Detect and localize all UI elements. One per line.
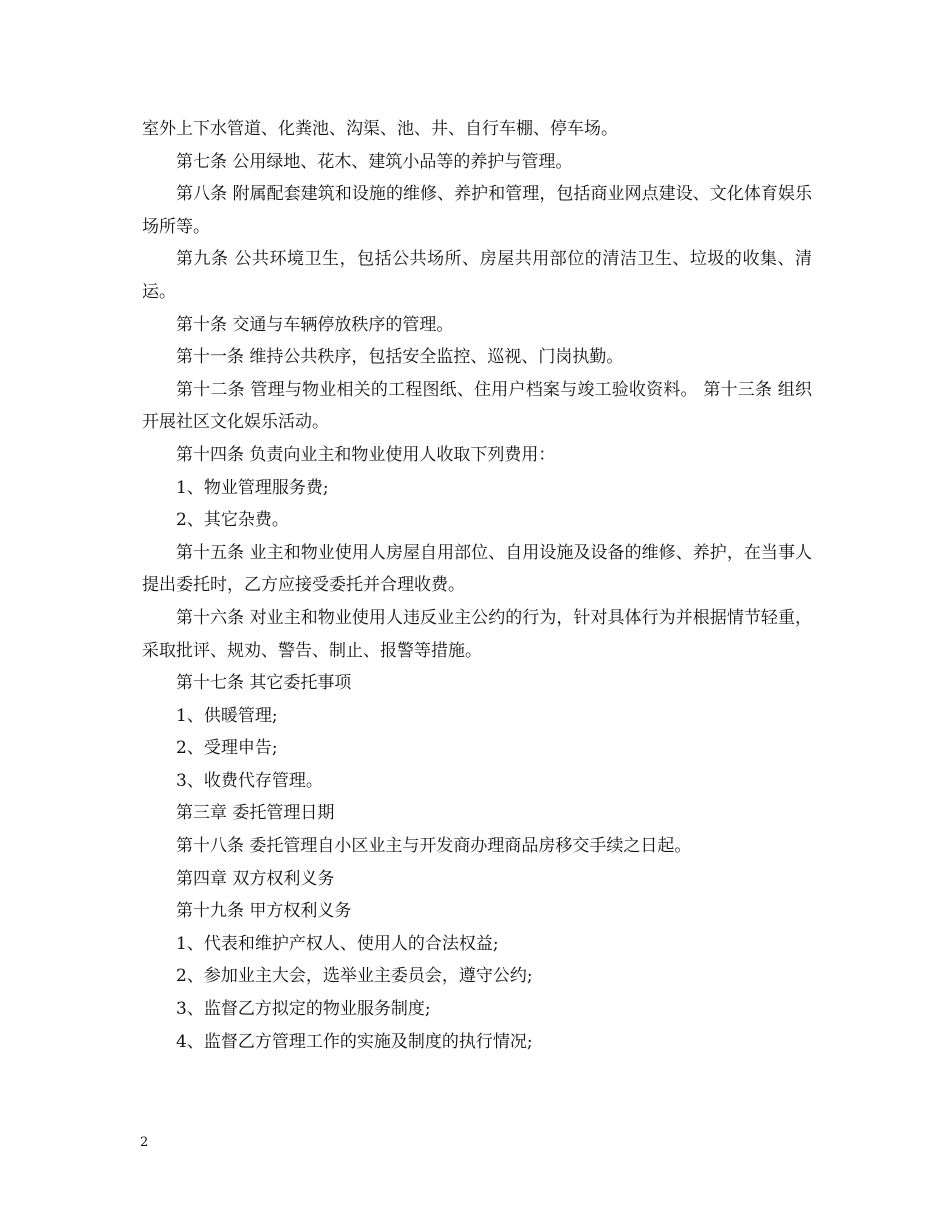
paragraph-article-10: 第十条 交通与车辆停放秩序的管理。 bbox=[176, 314, 454, 335]
list-item-party-a-3: 3、监督乙方拟定的物业服务制度; bbox=[176, 999, 431, 1020]
paragraph-article-12-13: 第十二条 管理与物业相关的工程图纸、住用户档案与竣工验收资料。 第十三条 组织开展社区文化娱乐活动。 bbox=[142, 379, 812, 433]
chapter-heading-3: 第三章 委托管理日期 bbox=[176, 803, 335, 824]
paragraph-article-17: 第十七条 其它委托事项 bbox=[176, 673, 352, 694]
paragraph-article-18: 第十八条 委托管理自小区业主与开发商办理商品房移交手续之日起。 bbox=[176, 836, 692, 857]
list-item-other-2: 2、受理申告; bbox=[176, 738, 278, 759]
page-number: 2 bbox=[140, 1135, 149, 1150]
list-item-other-1: 1、供暖管理; bbox=[176, 705, 278, 726]
paragraph-article-8: 第八条 附属配套建筑和设施的维修、养护和管理，包括商业网点建设、文化体育娱乐场所等。 bbox=[142, 184, 812, 237]
paragraph-article-9: 第九条 公共环境卫生，包括公共场所、房屋共用部位的清洁卫生、垃圾的收集、清运。 bbox=[142, 249, 812, 302]
list-item-other-3: 3、收费代存管理。 bbox=[176, 770, 323, 791]
list-item-fee-2: 2、其它杂费。 bbox=[176, 510, 289, 531]
document-body bbox=[142, 113, 812, 1058]
list-item-party-a-1: 1、代表和维护产权人、使用人的合法权益; bbox=[176, 933, 499, 954]
paragraph-article-15: 第十五条 业主和物业使用人房屋自用部位、自用设施及设备的维修、养护，在当事人提出委托时，乙方应接受委托并合理收费。 bbox=[142, 542, 812, 596]
list-item-party-a-2: 2、参加业主大会，选举业主委员会，遵守公约; bbox=[176, 966, 533, 987]
paragraph-article-14: 第十四条 负责向业主和物业使用人收取下列费用： bbox=[176, 444, 556, 465]
paragraph-article-7: 第七条 公用绿地、花木、建筑小品等的养护与管理。 bbox=[176, 151, 573, 172]
chapter-heading-4: 第四章 双方权利义务 bbox=[176, 868, 335, 889]
paragraph-article-11: 第十一条 维持公共秩序，包括安全监控、巡视、门岗执勤。 bbox=[176, 347, 624, 368]
paragraph-article-16: 第十六条 对业主和物业使用人违反业主公约的行为，针对具体行为并根据情节轻重，采取批评、规劝、警告、制止、报警等措施。 bbox=[142, 607, 812, 661]
list-item-fee-1: 1、物业管理服务费; bbox=[176, 477, 329, 498]
paragraph-article-19: 第十九条 甲方权利义务 bbox=[176, 901, 352, 922]
paragraph-1: 室外上下水管道、化粪池、沟渠、池、井、自行车棚、停车场。 bbox=[142, 119, 618, 139]
list-item-party-a-4: 4、监督乙方管理工作的实施及制度的执行情况; bbox=[176, 1031, 533, 1052]
